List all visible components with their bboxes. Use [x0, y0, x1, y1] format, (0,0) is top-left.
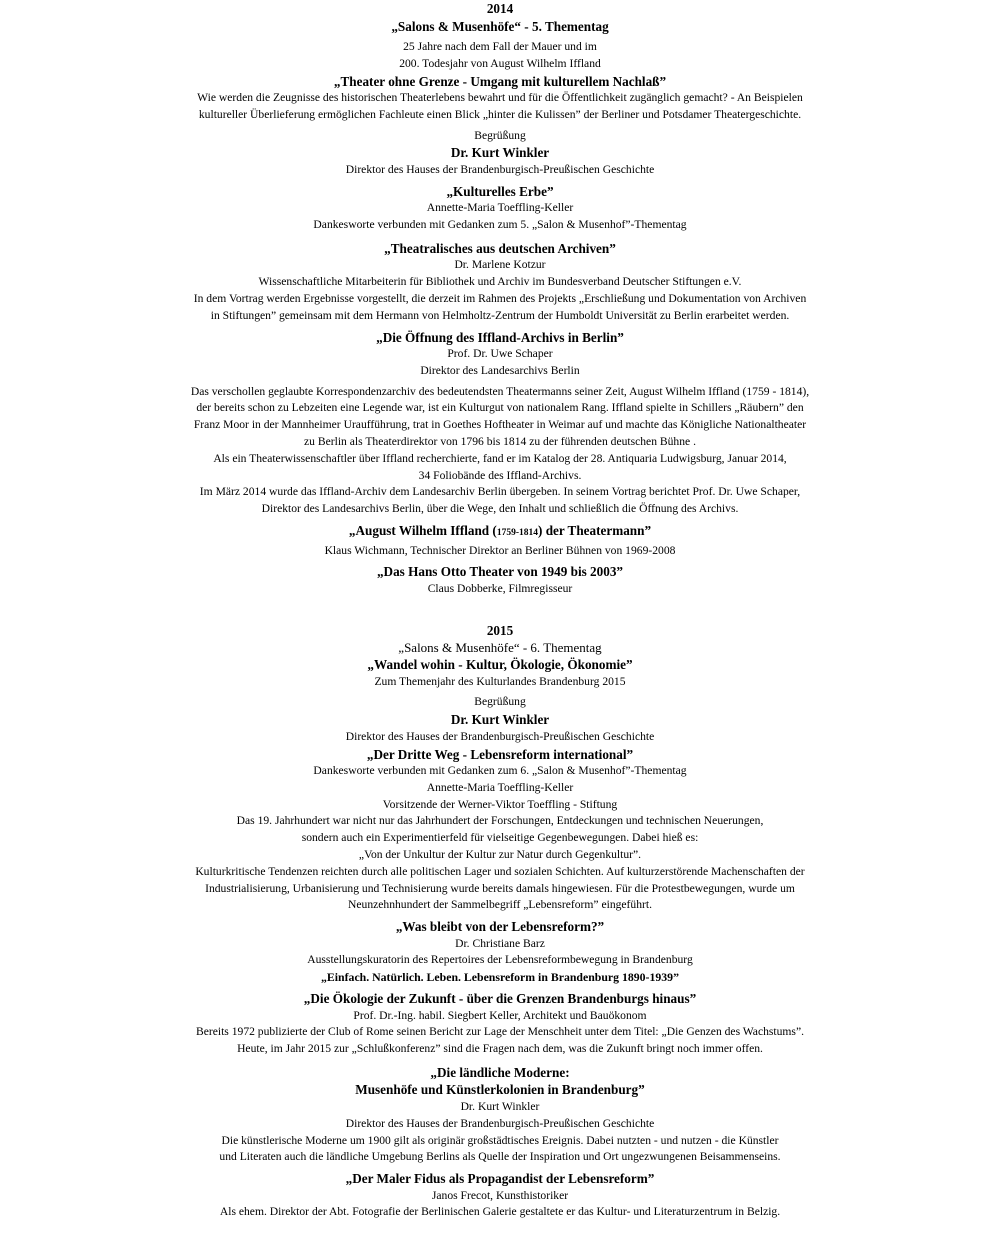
talk-line: Als ehem. Direktor der Abt. Fotografie der Berlinischen Galerie gestaltete er das Kultur- und Literaturzentrum in Belzig. [219, 1205, 781, 1219]
theme-title: „Wandel wohin - Kultur, Ökologie, Ökonomie” [367, 657, 633, 673]
year-heading: 2015 [486, 622, 514, 638]
talk-line: 34 Foliobände des Iffland-Archivs. [418, 468, 582, 482]
talk-line: Industrialisierung, Urbanisierung und Technisierung wurde bereits damals hingewiesen. Für die Protestbewegungen, wurde um [205, 881, 795, 895]
talk-line: in Stiftungen” gemeinsam mit dem Hermann von Helmholtz-Zentrum der Humboldt Universität zu Berlin erarbeitet werden. [210, 308, 790, 322]
talk-line: der bereits schon zu Lebzeiten eine Legende war, ist ein Kulturgut von nationalem Rang. Iffland spielte in Schillers „Räubern” den [196, 401, 804, 415]
talk-title-lebensreform: „Was bleibt von der Lebensreform?” [395, 919, 605, 935]
talk-speaker: Direktor des Landesarchivs Berlin [420, 363, 580, 377]
talk-line: Direktor des Hauses der Brandenburgisch-Preußischen Geschichte [345, 1116, 655, 1130]
talk-line: sondern auch ein Experimentierfeld für vielseitige Gegenbewegungen. Dabei hieß es: [301, 831, 699, 845]
talk-line: Die künstlerische Moderne um 1900 gilt als originär großstädtisches Ereignis. Dabei nutzten - und nutzen - die Künstler [221, 1133, 779, 1147]
talk-line: Das verschollen geglaubte Korrespondenzarchiv des bedeutendsten Theatermanns seiner Zeit, August Wilhelm Iffland (1759 - 1814), [190, 384, 810, 398]
talk-line: „Von der Unkultur der Kultur zur Natur durch Gegenkultur”. [358, 848, 642, 861]
talk-title-moderne: „Die ländliche Moderne: [430, 1064, 570, 1080]
talk-speaker: Prof. Dr. Uwe Schaper [447, 347, 553, 361]
talk-line: Im März 2014 wurde das Iffland-Archiv dem Landesarchiv Berlin übergeben. In seinem Vortrag berichtet Prof. Dr. Uwe Schaper, [199, 485, 801, 499]
talk-line: Klaus Wichmann, Technischer Direktor an Berliner Bühnen von 1969-2008 [324, 543, 676, 557]
welcome-name: Dr. Kurt Winkler [450, 145, 550, 161]
series-title: „Salons & Musenhöfe“ - 5. Thementag [391, 18, 609, 34]
welcome-label: Begrüßung [474, 695, 526, 709]
talk-line: Dr. Marlene Kotzur [454, 258, 546, 272]
talk-line: In dem Vortrag werden Ergebnisse vorgestellt, die derzeit im Rahmen des Projekts „Erschließung und Dokumentation von Archiven [193, 291, 807, 305]
talk-line: zu Berlin als Theaterdirektor von 1796 bis 1814 zu der führenden deutschen Bühne . [304, 435, 696, 449]
talk-line: Vorsitzende der Werner-Viktor Toeffling - Stiftung [382, 797, 618, 811]
talk-line: Wissenschaftliche Mitarbeiterin für Bibliothek und Archiv im Bundesverband Deutscher Stiftungen e.V. [258, 275, 742, 289]
talk-title-erbe: „Kulturelles Erbe” [446, 183, 554, 199]
talk-line: Neunzehnhundert der Sammelbegriff „Lebensreform” eingeführt. [348, 898, 652, 912]
theme-desc: Wie werden die Zeugnisse des historischen Theaterlebens bewahrt und für die Öffentlichkeit zugänglich gemacht? - An Beispielen [197, 91, 803, 105]
talk-title-oeffnung: „Die Öffnung des Iffland-Archivs in Berlin” [376, 329, 624, 345]
talk-title-oekologie: „Die Ökologie der Zukunft - über die Grenzen Brandenburgs hinaus” [303, 991, 697, 1007]
program-2015 [0, 622, 1000, 1222]
talk-line: Franz Moor in der Mannheimer Uraufführung, trat in Goethes Hoftheater in Weimar auf und machte das Königliche Nationaltheater [193, 418, 807, 432]
talk-title-iffland: „August Wilhelm Iffland (1759-1814) der Theatermann” [348, 523, 652, 539]
talk-title-dritte-weg: „Der Dritte Weg - Lebensreform international” [366, 746, 634, 762]
talk-line: Bereits 1972 publizierte der Club of Rome seinen Bericht zur Lage der Menschheit unter dem Titel: „Die Genzen des Wachstums”. [195, 1025, 804, 1039]
welcome-label: Begrüßung [474, 128, 526, 142]
talk-line: Dankesworte verbunden mit Gedanken zum 5. „Salon & Musenhof”-Thementag [313, 218, 687, 232]
intro-line: 200. Todesjahr von August Wilhelm Iffland [399, 56, 601, 70]
program-2014 [0, 0, 1000, 598]
talk-line: Janos Frecot, Kunsthistoriker [431, 1188, 569, 1202]
theme-desc: kultureller Überlieferung ermöglichen Fachleute einen Blick „hinter die Kulissen” der Berliner und Potsdamer Theatergeschichte. [198, 107, 802, 121]
talk-line: Dankesworte verbunden mit Gedanken zum 6. „Salon & Musenhof”-Thementag [313, 764, 687, 778]
year-heading: 2014 [486, 1, 514, 16]
talk-line: Heute, im Jahr 2015 zur „Schlußkonferenz” sind die Fragen nach dem, was die Zukunft bringt noch immer offen. [237, 1042, 763, 1056]
welcome-name: Dr. Kurt Winkler [450, 712, 550, 728]
talk-line: Direktor des Landesarchivs Berlin, über die Wege, den Inhalt und schließlich die Öffnung des Archivs. [261, 502, 739, 516]
welcome-role: Direktor des Hauses der Brandenburgisch-Preußischen Geschichte [345, 729, 655, 743]
talk-line: Ausstellungskuratorin des Repertoires der Lebensreformbewegung in Brandenburg [307, 953, 693, 967]
talk-line: Kulturkritische Tendenzen reichten durch alle politischen Lager und sozialen Schichten. Auf kulturzerstörende Machenschaften der [195, 864, 805, 878]
talk-line: Dr. Christiane Barz [455, 936, 545, 950]
iffland-years: 1759-1814 [496, 528, 538, 539]
theme-sub: Zum Themenjahr des Kulturlandes Brandenburg 2015 [374, 674, 626, 688]
talk-line: Als ein Theaterwissenschaftler über Iffland recherchierte, fand er im Katalog der 28. Antiquaria Ludwigsburg, Januar 2014, [213, 451, 787, 465]
talk-title-archiv: „Theatralisches aus deutschen Archiven” [384, 240, 616, 256]
talk-title-fidus: „Der Maler Fidus als Propagandist der Lebensreform” [345, 1171, 655, 1187]
welcome-role: Direktor des Hauses der Brandenburgisch-Preußischen Geschichte [345, 162, 655, 176]
exhibition-title: „Einfach. Natürlich. Leben. Lebensreform in Brandenburg 1890-1939” [321, 970, 679, 985]
talk-line: Prof. Dr.-Ing. habil. Siegbert Keller, Architekt und Bauökonom [353, 1008, 647, 1022]
talk-title-hans-otto: „Das Hans Otto Theater von 1949 bis 2003” [376, 564, 624, 580]
theme-title: „Theater ohne Grenze - Umgang mit kulturellem Nachlaß” [333, 73, 667, 89]
talk-line: Das 19. Jahrhundert war nicht nur das Jahrhundert der Forschungen, Entdeckungen und technischen Neuerungen, [236, 814, 764, 828]
intro-line: 25 Jahre nach dem Fall der Mauer und im [403, 40, 597, 53]
talk-line: Annette-Maria Toeffling-Keller [426, 201, 574, 215]
talk-line: Dr. Kurt Winkler [460, 1099, 540, 1113]
talk-line: Annette-Maria Toeffling-Keller [426, 780, 574, 794]
talk-line: Claus Dobberke, Filmregisseur [427, 581, 573, 595]
series-title: „Salons & Musenhöfe“ - 6. Thementag [398, 640, 602, 656]
talk-title-moderne: Musenhöfe und Künstlerkolonien in Brandenburg” [355, 1082, 645, 1098]
talk-line: und Literaten auch die ländliche Umgebung Berlins als Quelle der Inspiration und Ort ungezwungenen Beisammenseins. [219, 1150, 781, 1164]
